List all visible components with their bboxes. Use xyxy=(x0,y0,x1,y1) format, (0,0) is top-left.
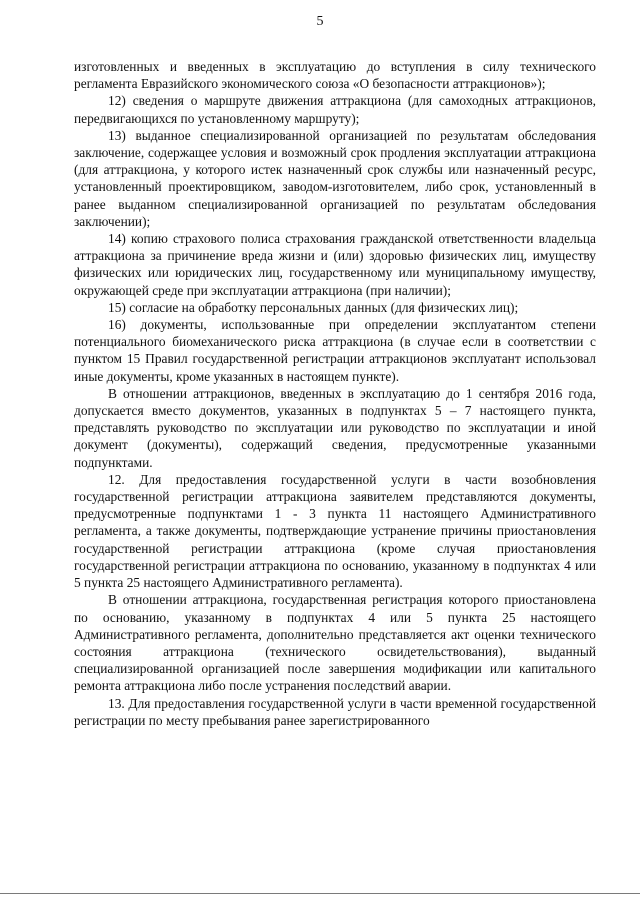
page-bottom-divider xyxy=(0,893,640,894)
paragraph-item-16: 16) документы, использованные при определении эксплуатантом степени потенциального биомеханического риска аттракциона (в случае если в соответствии с пунктом 15 Правил государственной регистрации аттракционов эксплуатант использовал иные документы, кроме указанных в настоящем пункте). xyxy=(74,317,596,384)
paragraph-item-15: 15) согласие на обработку персональных данных (для физических лиц); xyxy=(108,299,519,315)
paragraph-item-12: 12) сведения о маршруте движения аттракциона (для самоходных аттракционов, передвигающихся по установленному маршруту); xyxy=(74,93,596,126)
paragraph-item-13: 13) выданное специализированной организацией по результатам обследования заключение, содержащее условия и возможный срок продления эксплуатации аттракциона (для аттракциона, у которого истек назначенный срок службы или назначенный ресурс, установленный проектировщиком, заводом-изготовителем, либо срок, установленный в ранее выданном специализированной организацией по результатам обследования заключении); xyxy=(74,127,596,229)
document-body xyxy=(74,58,596,729)
paragraph-section-13: 13. Для предоставления государственной услуги в части временной государственной регистрации по месту пребывания ранее зарегистрированного xyxy=(74,695,596,728)
paragraph-item-14: 14) копию страхового полиса страхования гражданской ответственности владельца аттракциона за причинение вреда жизни и (или) здоровью физических лиц, имуществу физических или юридических лиц, государственному или муниципальному имуществу, окружающей среде при эксплуатации аттракциона (при наличии); xyxy=(74,231,596,298)
paragraph-section-12-addendum: В отношении аттракциона, государственная регистрация которого приостановлена по основанию, указанному в подпунктах 4 или 5 пункта 25 настоящего Административного регламента, дополнительно представляется акт оценки технического состояния аттракциона (технического освидетельствования), выданный специализированной организацией после завершения модификации или капитального ремонта аттракциона либо после устранения последствий аварии. xyxy=(74,592,596,694)
paragraph-continuation: изготовленных и введенных в эксплуатацию до вступления в силу технического регламента Евразийского экономического союза «О безопасности аттракционов»); xyxy=(74,59,596,92)
paragraph-old-attractions-note: В отношении аттракционов, введенных в эксплуатацию до 1 сентября 2016 года, допускается вместо документов, указанных в подпунктах 5 – 7 настоящего пункта, представлять руководство по эксплуатации или руководство по эксплуатации и иной документ (документы), содержащий сведения, предусмотренные указанными подпунктами. xyxy=(74,385,596,470)
page-number: 5 xyxy=(316,14,324,29)
paragraph-section-12: 12. Для предоставления государственной услуги в части возобновления государственной регистрации аттракциона заявителем представляются документы, предусмотренные подпунктами 1 - 3 пункта 11 настоящего Административного регламента, а также документы, подтверждающие устранение причины приостановления государственной регистрации аттракциона (кроме случая приостановления государственной регистрации аттракциона по основанию, указанному в подпунктах 4 или 5 пункта 25 настоящего Административного регламента). xyxy=(74,471,596,591)
